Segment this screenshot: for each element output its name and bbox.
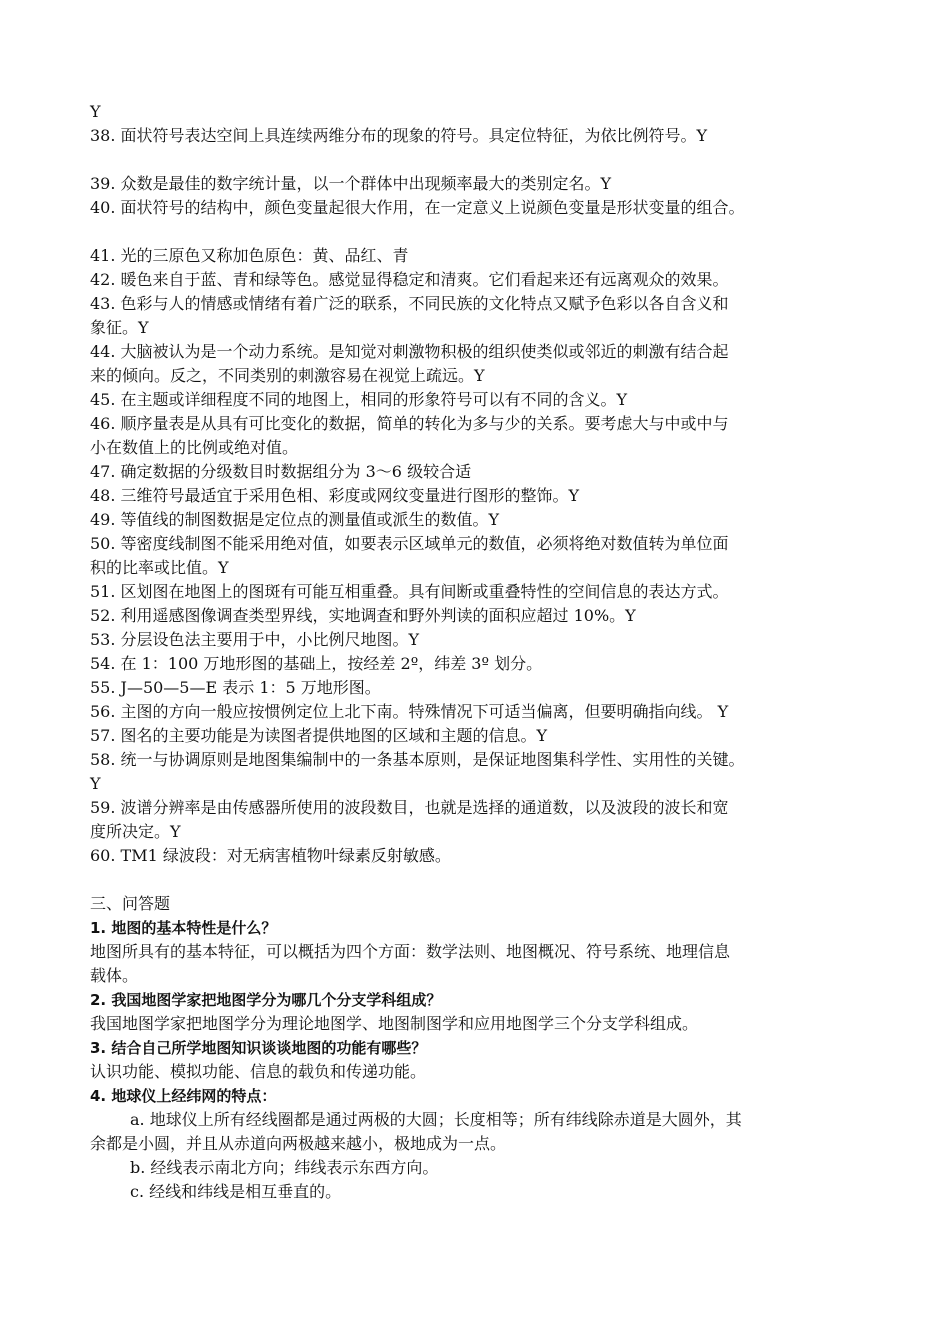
statement-46-line: 小在数值上的比例或绝对值。 <box>90 438 299 457</box>
answer-2-line: 我国地图学家把地图学分为理论地图学、地图制图学和应用地图学三个分支学科组成。 <box>90 1014 699 1033</box>
statement-55-line: 55. J—50—5—E 表示 1：5 万地形图。 <box>90 678 381 697</box>
answer-1-line: 载体。 <box>90 966 139 985</box>
statement-40-line: 40. 面状符号的结构中，颜色变量起很大作用，在一定意义上说颜色变量是形状变量的组合。 <box>90 198 745 217</box>
statement-48-line: 48. 三维符号最适宜于采用色相、彩度或网纹变量进行图形的整饰。Y <box>90 486 580 505</box>
statement-53-line: 53. 分层设色法主要用于中，小比例尺地图。Y <box>90 630 420 649</box>
statement-56-line: 56. 主图的方向一般应按惯例定位上北下南。特殊情况下可适当偏离，但要明确指向线。 Y <box>90 702 729 721</box>
statement-38-line: 38. 面状符号表达空间上具连续两维分布的现象的符号。具定位特征，为依比例符号。Y <box>90 126 708 145</box>
statement-50-line: 50. 等密度线制图不能采用绝对值，如要表示区域单元的数值，必须将绝对数值转为单位面 <box>90 534 729 553</box>
statement-43-line: 43. 色彩与人的情感或情绪有着广泛的联系，不同民族的文化特点又赋予色彩以各自含义和 <box>90 294 729 313</box>
statement-57-line: 57. 图名的主要功能是为读图者提供地图的区域和主题的信息。Y <box>90 726 548 745</box>
paragraph-gap <box>90 868 880 892</box>
answer-1-line: 地图所具有的基本特征，可以概括为四个方面：数学法则、地图概况、符号系统、地理信息 <box>90 942 731 961</box>
statement-49-line: 49. 等值线的制图数据是定位点的测量值或派生的数值。Y <box>90 510 500 529</box>
statement-58-line: 58. 统一与协调原则是地图集编制中的一条基本原则，是保证地图集科学性、实用性的关键。 <box>90 750 745 769</box>
statement-45-line: 45. 在主题或详细程度不同的地图上，相同的形象符号可以有不同的含义。Y <box>90 390 628 409</box>
question-1: 1. 地图的基本特性是什么？ <box>90 919 277 937</box>
question-2: 2. 我国地图学家把地图学分为哪几个分支学科组成？ <box>90 991 442 1009</box>
statement-60-line: 60. TM1 绿波段：对无病害植物叶绿素反射敏感。 <box>90 846 451 865</box>
answer-3-line: 认识功能、模拟功能、信息的载负和传递功能。 <box>90 1062 427 1081</box>
statement-54-line: 54. 在 1：100 万地形图的基础上，按经差 2º，纬差 3º 划分。 <box>90 654 543 673</box>
statement-44-line: 来的倾向。反之，不同类别的刺激容易在视觉上疏远。Y <box>90 366 485 385</box>
statement-43-line: 象征。Y <box>90 318 149 337</box>
statement-41-line: 41. 光的三原色又称加色原色：黄、品红、青 <box>90 246 409 265</box>
statement-52-line: 52. 利用遥感图像调查类型界线，实地调查和野外判读的面积应超过 10%。Y <box>90 606 636 625</box>
answer-4-a-line: 余都是小圆，并且从赤道向两极越来越小，极地成为一点。 <box>90 1134 507 1153</box>
statement-59-line: 59. 波谱分辨率是由传感器所使用的波段数目，也就是选择的通道数，以及波段的波长和宽 <box>90 798 729 817</box>
statement-59-line: 度所决定。Y <box>90 822 181 841</box>
section-title: 三、问答题 <box>90 894 171 913</box>
paragraph-gap <box>90 148 880 172</box>
statement-51-line: 51. 区划图在地图上的图斑有可能互相重叠。具有间断或重叠特性的空间信息的表达方式。 <box>90 582 729 601</box>
question-3: 3. 结合自己所学地图知识谈谈地图的功能有哪些？ <box>90 1039 427 1057</box>
statement-42-line: 42. 暖色来自于蓝、青和绿等色。感觉显得稳定和清爽。它们看起来还有远离观众的效果。 <box>90 270 729 289</box>
statement-46-line: 46. 顺序量表是从具有可比变化的数据，简单的转化为多与少的关系。要考虑大与中或中与 <box>90 414 729 433</box>
statement-44-line: 44. 大脑被认为是一个动力系统。是知觉对刺激物积极的组织使类似或邻近的刺激有结合起 <box>90 342 729 361</box>
statement-y-top-line: Y <box>90 102 101 121</box>
question-4: 4. 地球仪上经纬网的特点： <box>90 1087 277 1105</box>
statement-47-line: 47. 确定数据的分级数目时数据组分为 3～6 级较合适 <box>90 462 472 481</box>
answer-4-b-line: b. 经线表示南北方向；纬线表示东西方向。 <box>130 1158 439 1177</box>
answer-4-a-line: a. 地球仪上所有经线圈都是通过两极的大圆；长度相等；所有纬线除赤道是大圆外，其 <box>130 1110 742 1129</box>
statement-39-line: 39. 众数是最佳的数字统计量，以一个群体中出现频率最大的类别定名。Y <box>90 174 612 193</box>
statement-50-line: 积的比率或比值。Y <box>90 558 229 577</box>
paragraph-gap <box>90 220 880 244</box>
statement-58-line: Y <box>90 774 101 793</box>
document-content <box>90 100 880 1204</box>
answer-4-c-line: c. 经线和纬线是相互垂直的。 <box>130 1182 342 1201</box>
